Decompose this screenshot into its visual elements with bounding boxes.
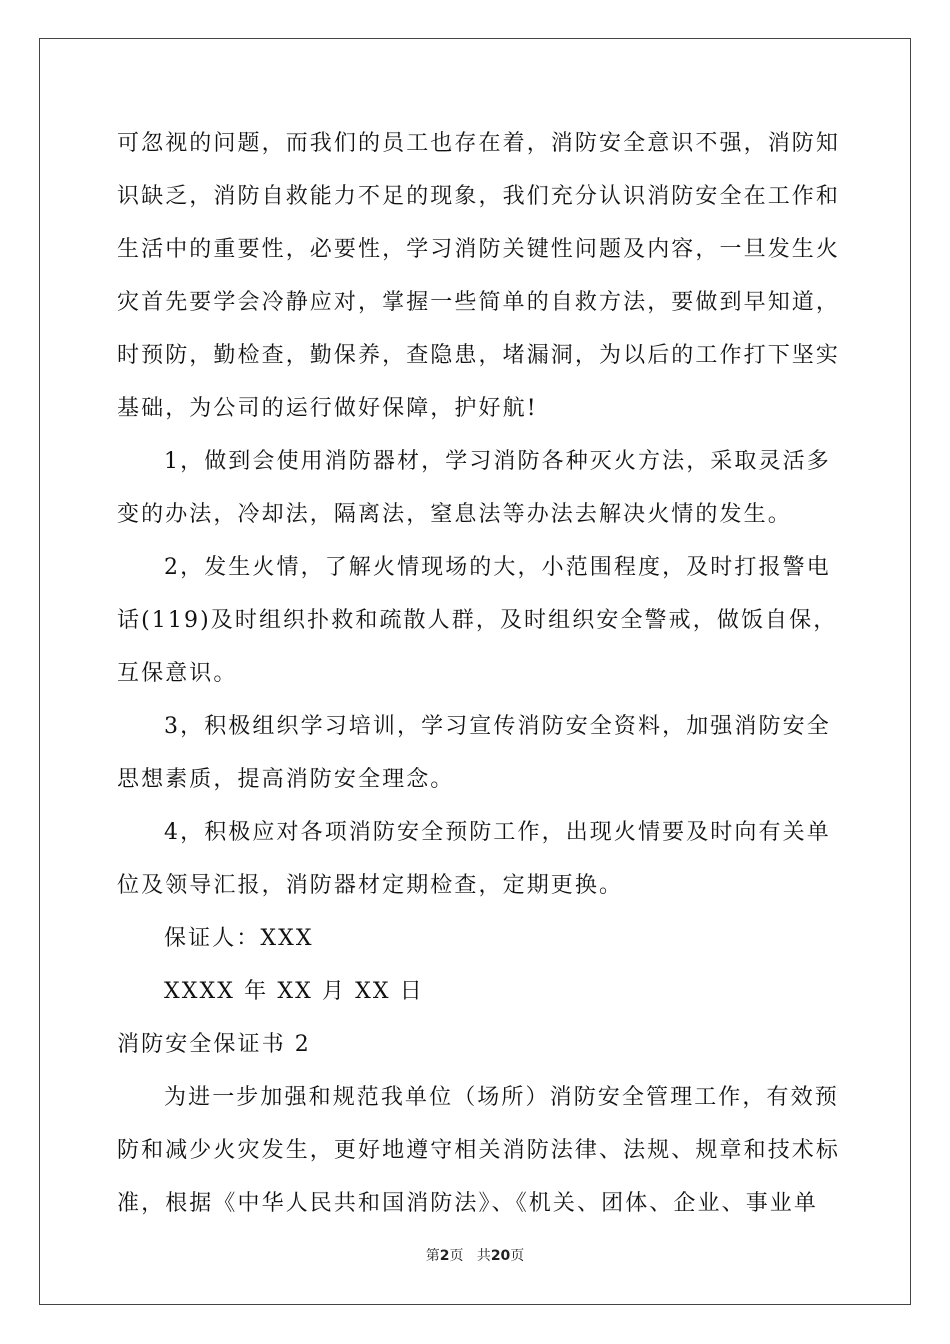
page-footer	[0, 1247, 950, 1265]
list-item-2-line-3: 互保意识。	[117, 661, 238, 686]
list-item-3-line-2: 思想素质，提高消防安全理念。	[117, 767, 455, 792]
section-title: 消防安全保证书 2	[117, 1032, 311, 1057]
list-item-4-line-2: 位及领导汇报，消防器材定期检查，定期更换。	[117, 873, 624, 898]
total-prefix: 共	[476, 1248, 491, 1264]
body-line: 可忽视的问题，而我们的员工也存在着，消防安全意识不强，消防知	[117, 131, 841, 156]
body-line: 防和减少火灾发生，更好地遵守相关消防法律、法规、规章和技术标	[117, 1138, 841, 1163]
page-number: 2	[439, 1248, 450, 1264]
total-unit: 页	[510, 1248, 525, 1264]
list-item-1-line-1: 1，做到会使用消防器材，学习消防各种灭火方法，采取灵活多	[164, 449, 831, 474]
page-unit: 页	[449, 1248, 464, 1264]
body-line: 时预防，勤检查，勤保养，查隐患，堵漏洞，为以后的工作打下坚实	[117, 343, 841, 368]
date-line: XXXX 年 XX 月 XX 日	[164, 979, 424, 1004]
body-line: 生活中的重要性，必要性，学习消防关键性问题及内容，一旦发生火	[117, 237, 841, 262]
body-line: 灾首先要学会冷静应对，掌握一些简单的自救方法，要做到早知道，	[117, 290, 841, 315]
list-item-2-line-2: 话(119)及时组织扑救和疏散人群，及时组织安全警戒，做饭自保，	[117, 608, 838, 633]
body-line: 准，根据《中华人民共和国消防法》、《机关、团体、企业、事业单	[117, 1191, 819, 1216]
list-item-2-line-1: 2，发生火情，了解火情现场的大，小范围程度，及时打报警电	[164, 555, 831, 580]
body-line: 识缺乏，消防自救能力不足的现象，我们充分认识消防安全在工作和	[117, 184, 841, 209]
list-item-3-line-1: 3，积极组织学习培训，学习宣传消防安全资料，加强消防安全	[164, 714, 831, 739]
guarantor-line: 保证人：XXX	[164, 926, 314, 951]
body-line: 为进一步加强和规范我单位（场所）消防安全管理工作，有效预	[164, 1085, 839, 1110]
body-line: 基础，为公司的运行做好保障，护好航!	[117, 396, 538, 421]
total-pages: 20	[490, 1248, 511, 1264]
page-prefix: 第	[425, 1248, 440, 1264]
list-item-4-line-1: 4，积极应对各项消防安全预防工作，出现火情要及时向有关单	[164, 820, 831, 845]
list-item-1-line-2: 变的办法，冷却法，隔离法，窒息法等办法去解决火情的发生。	[117, 502, 792, 527]
